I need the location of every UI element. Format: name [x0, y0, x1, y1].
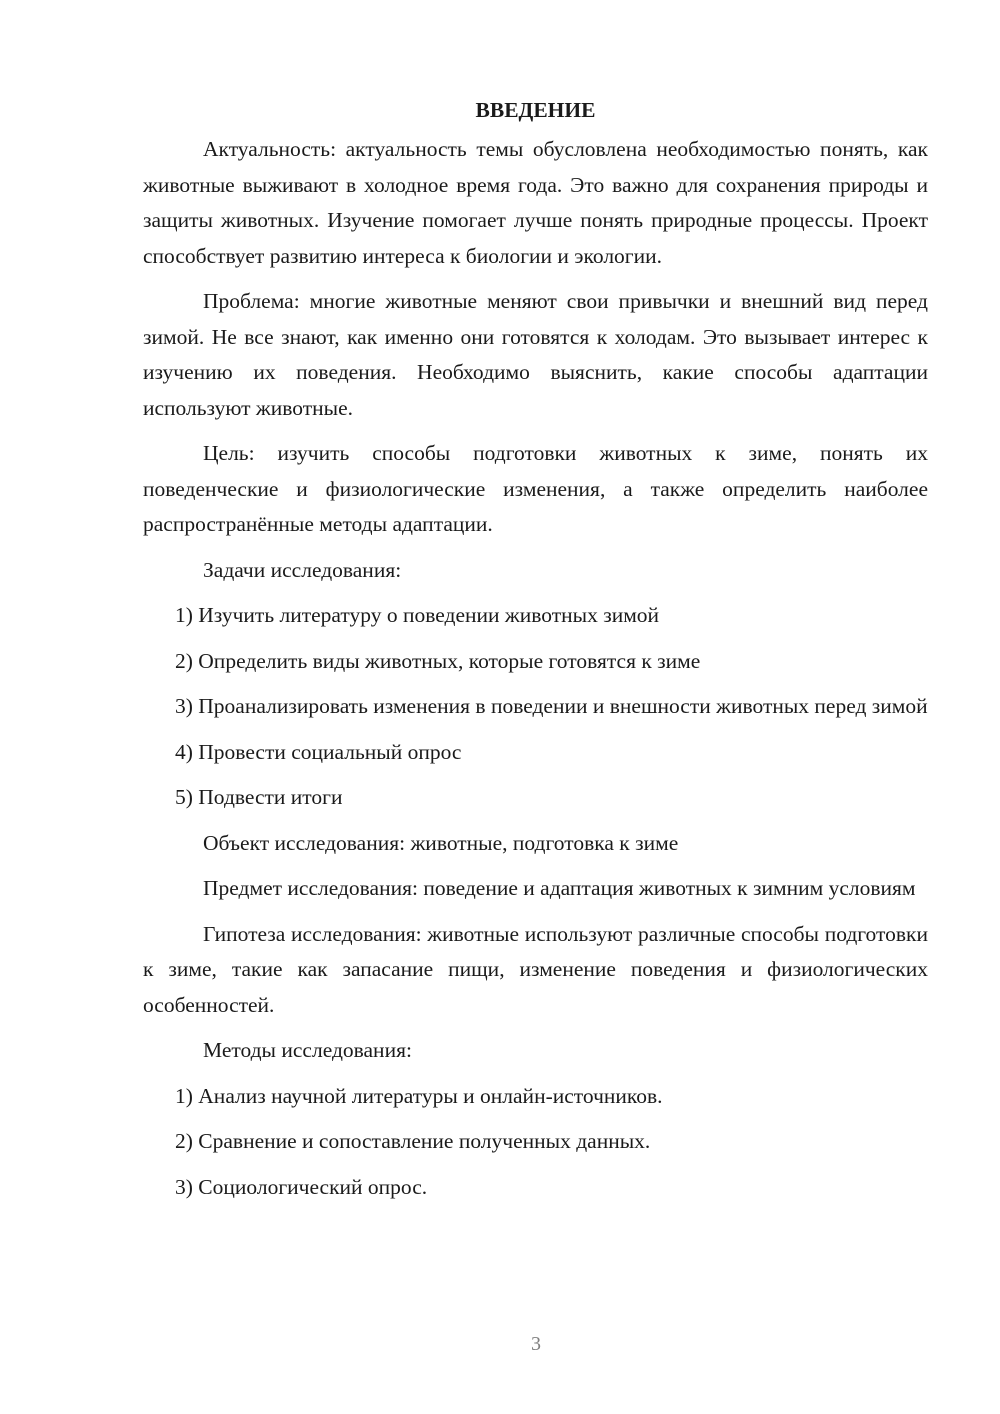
method-item-3: 3) Социологический опрос. [175, 1174, 428, 1199]
goal-paragraph: Цель: изучить способы подготовки животных к зиме, понять их поведенческие и физиологические изменения, а также определить наиболее распространённые методы адаптации. [143, 441, 928, 536]
hypothesis-paragraph: Гипотеза исследования: животные используют различные способы подготовки к зиме, такие как запасание пищи, изменение поведения и физиологических особенностей. [143, 921, 928, 1017]
task-item-5: 5) Подвести итоги [175, 785, 343, 809]
subject-paragraph: Предмет исследования: поведение и адаптация животных к зимним условиям [203, 876, 916, 900]
task-item-3: 3) Проанализировать изменения в поведении и внешности животных перед зимой [175, 694, 928, 718]
task-item-1: 1) Изучить литературу о поведении животных зимой [175, 603, 660, 627]
section-heading: ВВЕДЕНИЕ [475, 98, 596, 122]
task-item-4: 4) Провести социальный опрос [175, 739, 462, 764]
task-item-2: 2) Определить виды животных, которые готовятся к зиме [175, 648, 701, 673]
document-page [143, 93, 928, 1205]
object-paragraph: Объект исследования: животные, подготовка к зиме [203, 830, 679, 855]
page-number: 3 [531, 1333, 541, 1355]
method-item-2: 2) Сравнение и сопоставление полученных данных. [175, 1129, 651, 1153]
methods-heading: Методы исследования: [203, 1038, 412, 1062]
method-item-1: 1) Анализ научной литературы и онлайн-источников. [175, 1083, 663, 1108]
problem-paragraph: Проблема: многие животные меняют свои привычки и внешний вид перед зимой. Не все знают, как именно они готовятся к холодам. Это вызывает интерес к изучению их поведения. Необходимо выяснить, какие способы адаптации используют животные. [143, 289, 928, 420]
tasks-heading: Задачи исследования: [203, 557, 402, 582]
relevance-paragraph: Актуальность: актуальность темы обусловлена необходимостью понять, как животные выживают в холодное время года. Это важно для сохранения природы и защиты животных. Изучение помогает лучше понять природные процессы. Проект способствует развитию интереса к биологии и экологии. [143, 137, 928, 268]
